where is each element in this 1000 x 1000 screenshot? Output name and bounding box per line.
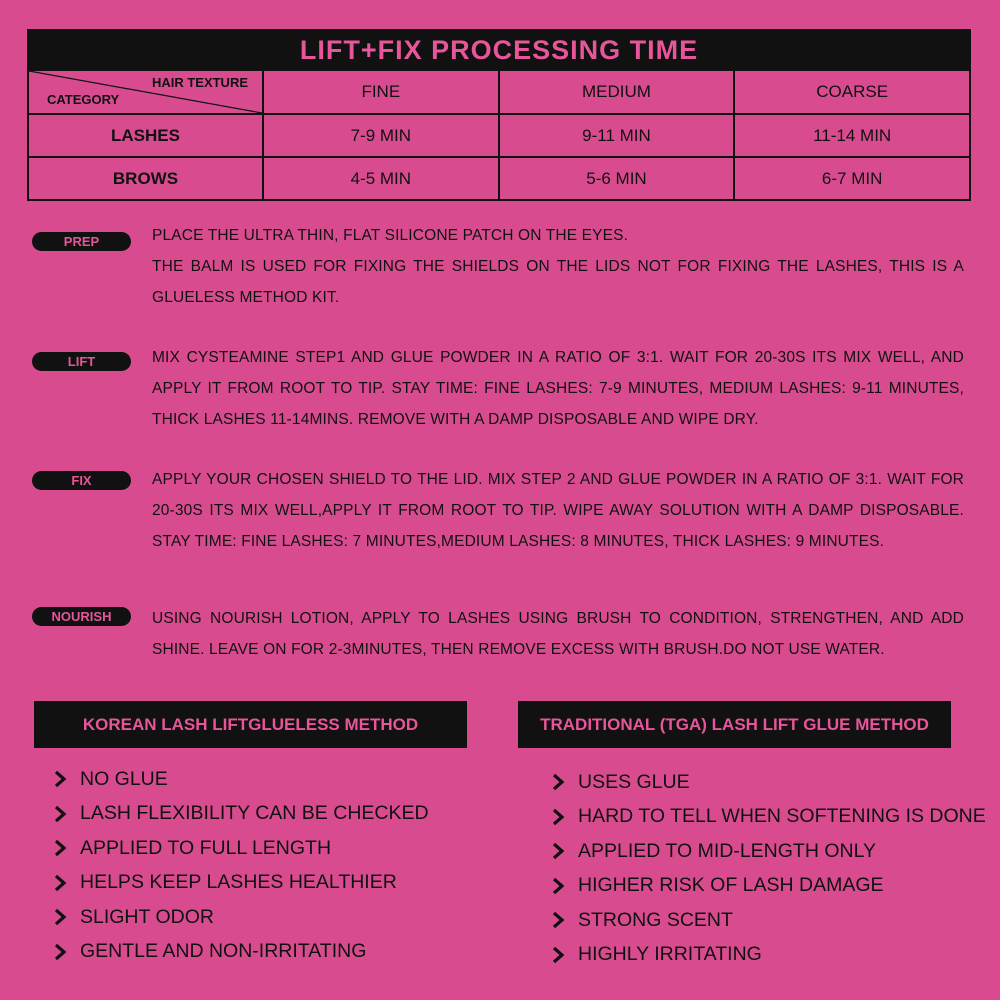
step-badge-prep: PREP xyxy=(32,232,131,251)
chevron-right-icon xyxy=(50,839,72,857)
list-item-label: SLIGHT ODOR xyxy=(80,905,214,928)
chevron-right-icon xyxy=(50,908,72,926)
traditional-method-heading: TRADITIONAL (TGA) LASH LIFT GLUE METHOD xyxy=(518,701,951,748)
step-description xyxy=(152,342,964,435)
table-cell: 7-9 MIN xyxy=(263,114,499,157)
korean-method-list xyxy=(50,762,429,969)
step-prep xyxy=(32,220,964,313)
corner-hair-texture-label: HAIR TEXTURE xyxy=(151,75,248,90)
list-item xyxy=(50,900,429,935)
table-cell: 5-6 MIN xyxy=(499,157,735,200)
list-item-label: HARD TO TELL WHEN SOFTENING IS DONE xyxy=(578,805,986,828)
step-text-line: USING NOURISH LOTION, APPLY TO LASHES USING BRUSH TO CONDITION, STRENGTHEN, AND ADD SHINE. LEAVE ON FOR 2-3MINUTES, THEN REMOVE EXCESS WITH BRUSH.DO NOT USE WATER. xyxy=(152,610,964,658)
list-item xyxy=(548,869,986,904)
step-badge-fix: FIX xyxy=(32,471,131,490)
list-item xyxy=(548,765,986,800)
list-item xyxy=(50,831,429,866)
table-cell: 9-11 MIN xyxy=(499,114,735,157)
list-item xyxy=(548,800,986,835)
step-text-line: PLACE THE ULTRA THIN, FLAT SILICONE PATCH ON THE EYES. xyxy=(152,227,629,244)
step-badge-nourish: NOURISH xyxy=(32,607,131,626)
table-corner-cell xyxy=(28,70,263,114)
processing-time-table xyxy=(27,29,971,201)
chevron-right-icon xyxy=(548,808,570,826)
step-description xyxy=(152,464,964,557)
row-label: LASHES xyxy=(28,114,263,157)
table-cell: 6-7 MIN xyxy=(734,157,970,200)
step-lift xyxy=(32,342,964,435)
traditional-method-list xyxy=(548,765,986,972)
list-item xyxy=(50,935,429,970)
table-row-lashes xyxy=(28,114,970,157)
table-cell: 11-14 MIN xyxy=(734,114,970,157)
chevron-right-icon xyxy=(50,943,72,961)
chevron-right-icon xyxy=(50,874,72,892)
column-header-fine: FINE xyxy=(263,70,499,114)
chevron-right-icon xyxy=(548,842,570,860)
list-item xyxy=(548,903,986,938)
table-row-brows xyxy=(28,157,970,200)
step-text-line: THE BALM IS USED FOR FIXING THE SHIELDS ON THE LIDS NOT FOR FIXING THE LASHES, THIS IS A GLUELESS METHOD KIT. xyxy=(152,258,964,306)
list-item xyxy=(50,797,429,832)
chevron-right-icon xyxy=(548,946,570,964)
list-item-label: USES GLUE xyxy=(578,770,690,793)
row-label: BROWS xyxy=(28,157,263,200)
step-text-line: MIX CYSTEAMINE STEP1 AND GLUE POWDER IN A RATIO OF 3:1. WAIT FOR 20-30S ITS MIX WELL, AND APPLY IT FROM ROOT TO TIP. STAY TIME: FINE LASHES: 7-9 MINUTES, MEDIUM LASHES: 9-11 MINUTES, THICK LASHES 11-14MINS. REMOVE WITH A DAMP DISPOSABLE AND WIPE DRY. xyxy=(152,349,964,428)
list-item xyxy=(548,834,986,869)
column-header-medium: MEDIUM xyxy=(499,70,735,114)
chevron-right-icon xyxy=(50,770,72,788)
table-cell: 4-5 MIN xyxy=(263,157,499,200)
table-title: LIFT+FIX PROCESSING TIME xyxy=(27,29,971,69)
corner-category-label: CATEGORY xyxy=(47,92,120,107)
list-item-label: NO GLUE xyxy=(80,767,168,790)
list-item-label: HELPS KEEP LASHES HEALTHIER xyxy=(80,871,397,894)
step-fix xyxy=(32,464,964,557)
korean-method-heading: KOREAN LASH LIFTGLUELESS METHOD xyxy=(34,701,467,748)
list-item-label: APPLIED TO FULL LENGTH xyxy=(80,836,332,859)
chevron-right-icon xyxy=(548,773,570,791)
list-item xyxy=(50,762,429,797)
step-description xyxy=(152,603,964,665)
step-badge-lift: LIFT xyxy=(32,352,131,371)
list-item-label: GENTLE AND NON-IRRITATING xyxy=(80,940,367,963)
list-item-label: APPLIED TO MID-LENGTH ONLY xyxy=(578,839,876,862)
list-item-label: HIGHER RISK OF LASH DAMAGE xyxy=(578,874,884,897)
list-item-label: STRONG SCENT xyxy=(578,908,733,931)
chevron-right-icon xyxy=(548,877,570,895)
step-nourish xyxy=(32,603,964,665)
list-item-label: HIGHLY IRRITATING xyxy=(578,943,762,966)
list-item xyxy=(548,938,986,973)
table-header-row xyxy=(28,70,970,114)
chevron-right-icon xyxy=(50,805,72,823)
list-item-label: LASH FLEXIBILITY CAN BE CHECKED xyxy=(80,802,429,825)
list-item xyxy=(50,866,429,901)
chevron-right-icon xyxy=(548,911,570,929)
column-header-coarse: COARSE xyxy=(734,70,970,114)
step-description xyxy=(152,220,964,313)
step-text-line: APPLY YOUR CHOSEN SHIELD TO THE LID. MIX STEP 2 AND GLUE POWDER IN A RATIO OF 3:1. WAIT FOR 20-30S ITS MIX WELL,APPLY IT FROM ROOT TO TIP. WIPE AWAY SOLUTION WITH A DAMP DISPOSABLE. STAY TIME: FINE LASHES: 7 MINUTES,MEDIUM LASHES: 8 MINUTES, THICK LASHES: 9 MINUTES. xyxy=(152,471,964,550)
